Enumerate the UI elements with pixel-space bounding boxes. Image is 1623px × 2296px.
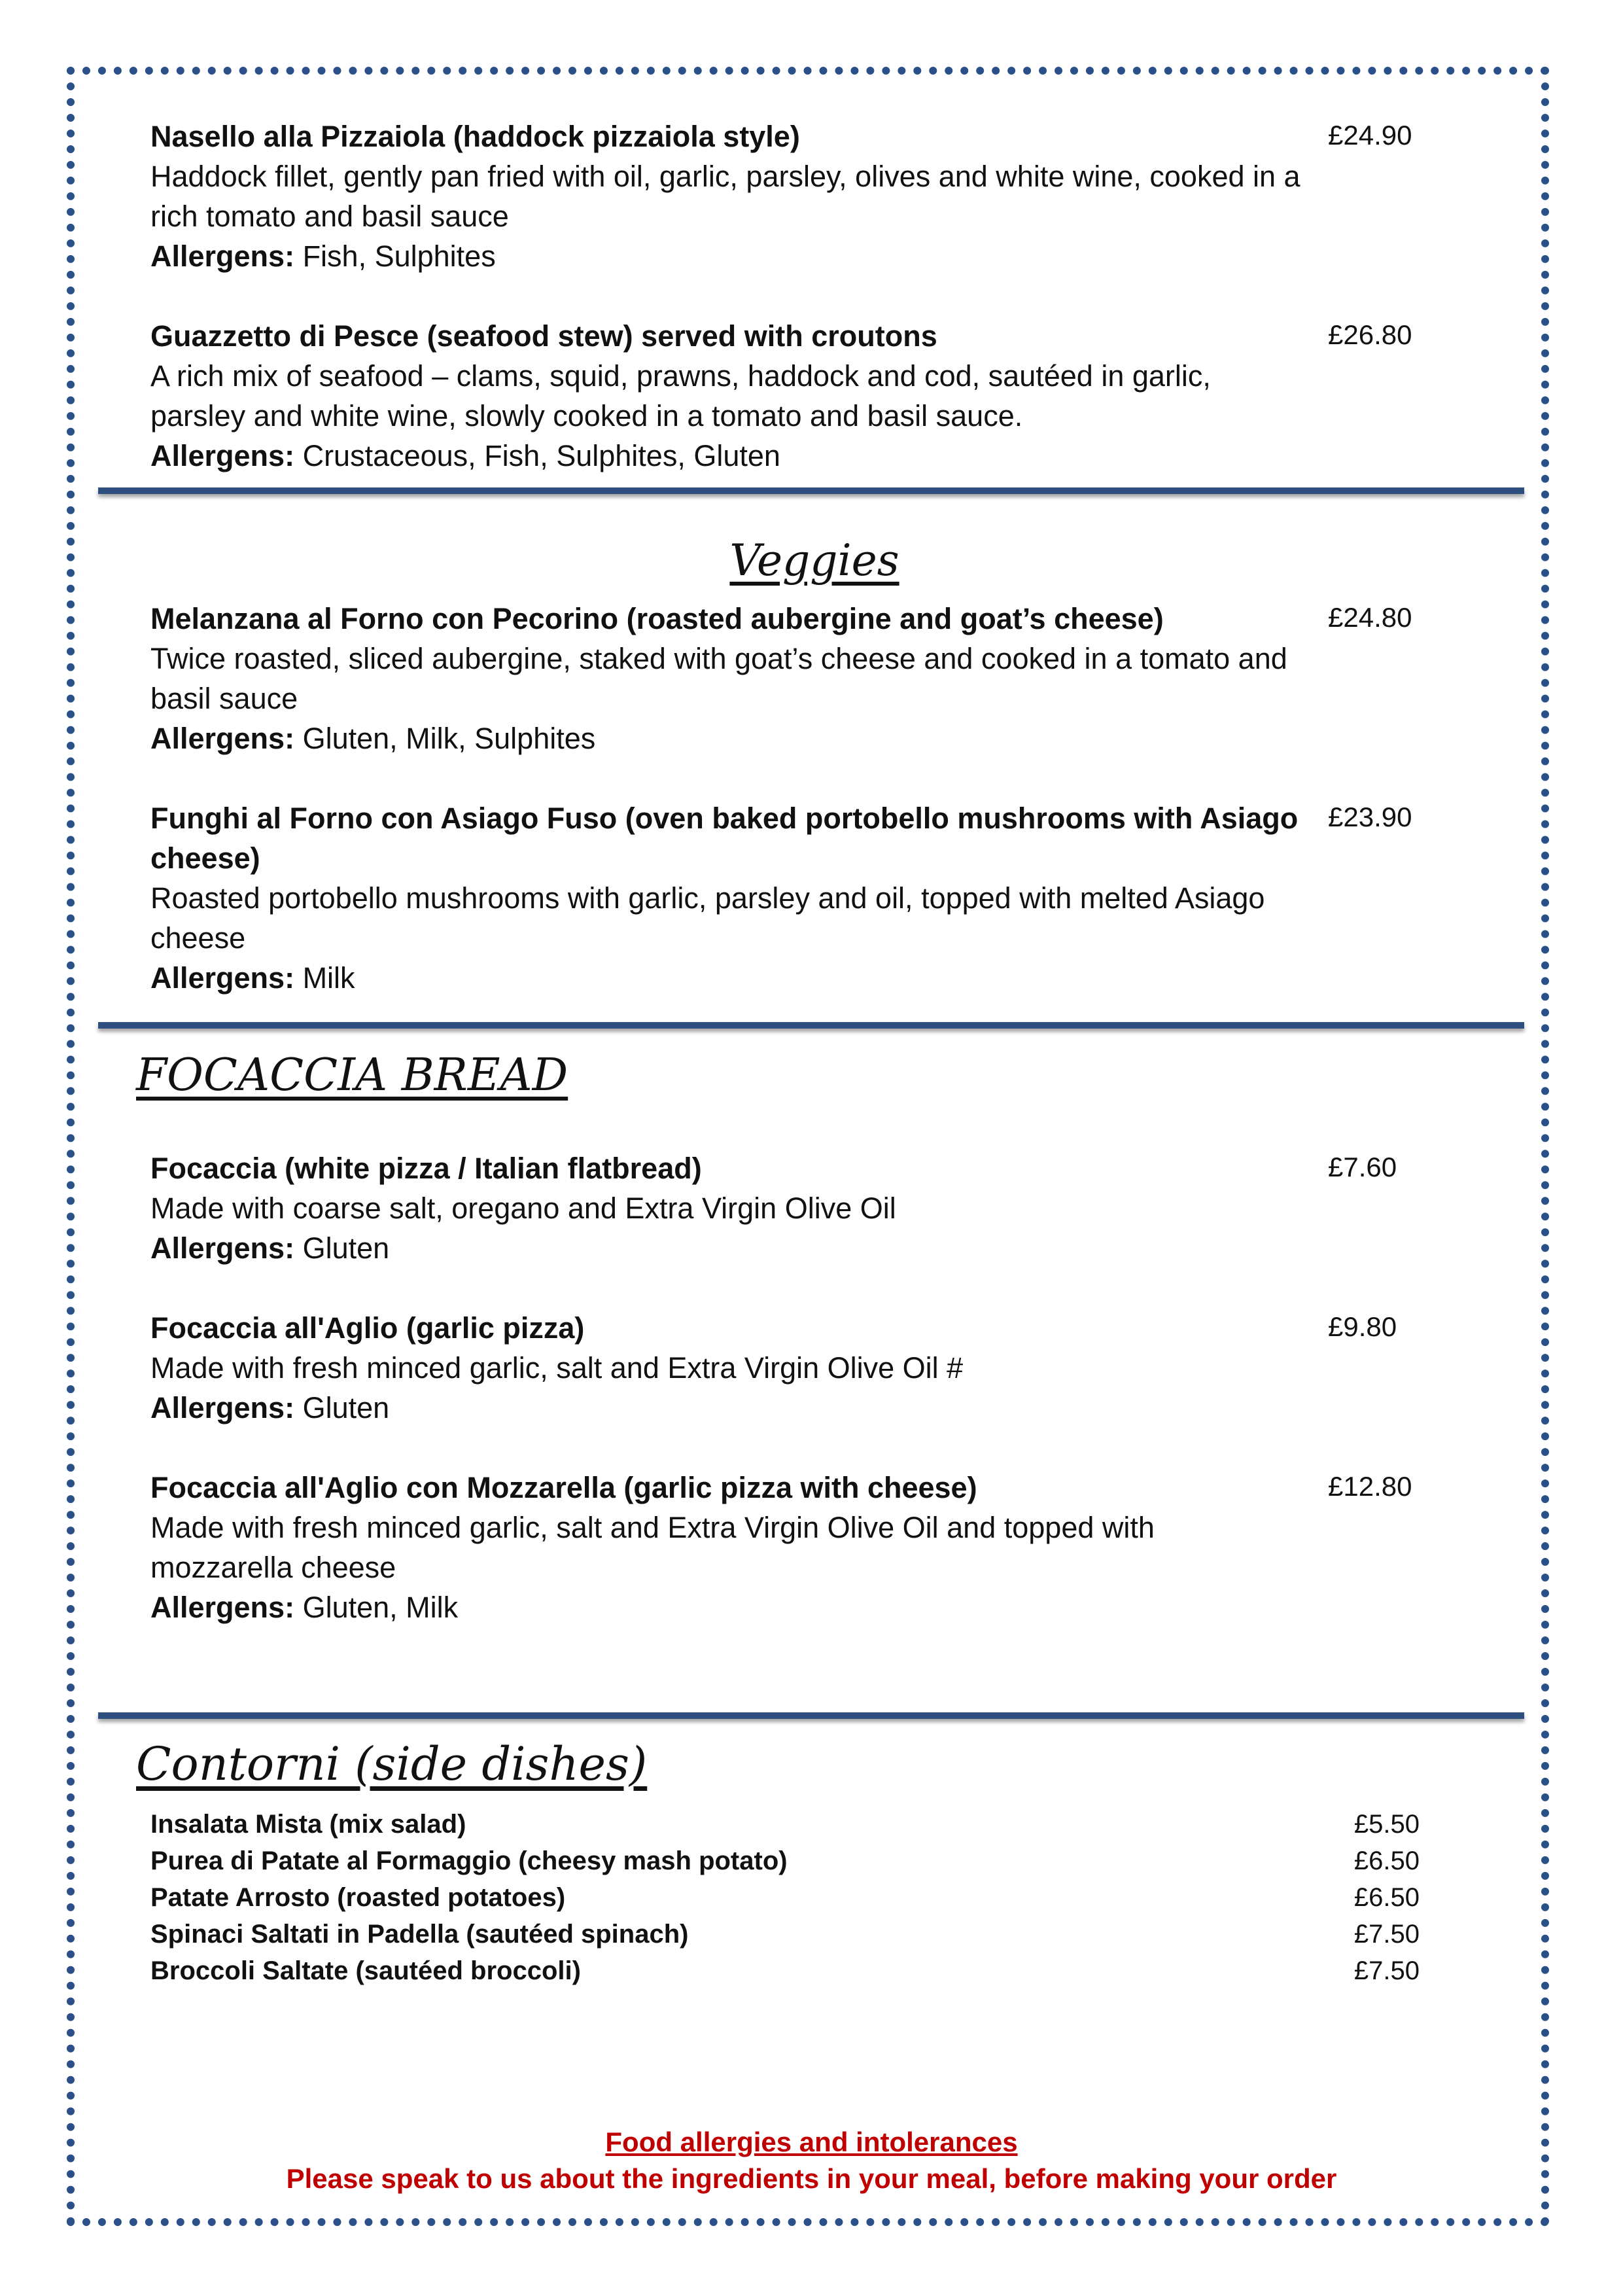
list-item [150,1843,1420,1879]
item-name: Nasello alla Pizzaiola (haddock pizzaiola style) [150,120,800,153]
item-allergens [150,1587,1302,1627]
side-dish-price: £6.50 [1353,1883,1420,1912]
item-description: Haddock fillet, gently pan fried with oil, garlic, parsley, olives and white wine, cooked in a rich tomato and basil sauce [150,160,1300,233]
item-description: Twice roasted, sliced aubergine, staked with goat’s cheese and cooked in a tomato and basil sauce [150,642,1287,715]
side-dish-name: Insalata Mista (mix salad) [150,1810,466,1839]
list-item [150,1879,1420,1916]
allergens-list: Gluten [294,1231,390,1265]
item-price: £9.80 [1328,1311,1397,1342]
item-name: Guazzetto di Pesce (seafood stew) served with croutons [150,319,937,353]
menu-item-nasello [150,116,1302,276]
side-dish-name: Patate Arrosto (roasted potatoes) [150,1883,566,1912]
menu-item-focaccia-mozzarella [150,1468,1302,1627]
item-price: £26.80 [1328,319,1412,350]
item-name: Funghi al Forno con Asiago Fuso (oven baked portobello mushrooms with Asiago cheese) [150,802,1299,875]
item-price: £12.80 [1328,1471,1412,1502]
list-item [150,1916,1420,1952]
section-heading-focaccia: FOCACCIA BREAD [136,1050,568,1101]
side-dish-name: Spinaci Saltati in Padella (sautéed spinach) [150,1920,689,1949]
item-name: Focaccia all'Aglio con Mozzarella (garlic pizza with cheese) [150,1471,977,1504]
section-divider [98,1022,1524,1029]
allergens-label: Allergens: [150,1591,295,1624]
item-name: Focaccia all'Aglio (garlic pizza) [150,1311,585,1345]
item-allergens [150,1388,1302,1428]
side-dish-price: £7.50 [1353,1956,1420,1985]
side-dish-name: Purea di Patate al Formaggio (cheesy mash potato) [150,1846,788,1875]
item-description: Roasted portobello mushrooms with garlic, parsley and oil, topped with melted Asiago cheese [150,881,1265,955]
side-dish-price: £7.50 [1353,1920,1420,1949]
item-name: Melanzana al Forno con Pecorino (roasted aubergine and goat’s cheese) [150,602,1164,635]
allergens-list: Fish, Sulphites [294,239,496,273]
section-heading-veggies: Veggies [729,535,899,586]
side-dishes-list [150,1806,1420,1989]
section-divider [98,1712,1524,1719]
list-item [150,1806,1420,1843]
menu-item-melanzana [150,599,1302,758]
item-price: £24.90 [1328,120,1412,150]
allergens-label: Allergens: [150,722,295,755]
item-allergens [150,1228,1302,1268]
section-divider [98,487,1524,494]
section-heading-contorni: Contorni (side dishes) [136,1737,648,1791]
allergens-label: Allergens: [150,1231,295,1265]
side-dish-price: £6.50 [1353,1846,1420,1875]
menu-item-focaccia [150,1148,1302,1268]
side-dish-name: Broccoli Saltate (sautéed broccoli) [150,1956,581,1985]
item-description: A rich mix of seafood – clams, squid, prawns, haddock and cod, sautéed in garlic, parsley and white wine, slowly cooked in a tomato and basil sauce. [150,359,1211,433]
allergens-list: Gluten, Milk [294,1591,459,1624]
menu-item-guazzetto [150,316,1302,476]
item-name: Focaccia (white pizza / Italian flatbread) [150,1152,702,1185]
item-description: Made with fresh minced garlic, salt and Extra Virgin Olive Oil and topped with mozzarella cheese [150,1511,1155,1584]
item-description: Made with coarse salt, oregano and Extra Virgin Olive Oil [150,1192,896,1225]
allergy-notice-title: Food allergies and intolerances [605,2127,1018,2157]
menu-item-funghi [150,798,1302,998]
list-item [150,1952,1420,1989]
item-price: £23.90 [1328,802,1412,832]
item-price: £7.60 [1328,1152,1397,1182]
allergens-list: Milk [294,961,355,995]
item-allergens [150,718,1302,758]
allergens-label: Allergens: [150,1391,295,1424]
side-dish-price: £5.50 [1353,1810,1420,1839]
item-allergens [150,436,1302,476]
allergens-list: Gluten, Milk, Sulphites [294,722,596,755]
menu-item-focaccia-aglio [150,1308,1302,1428]
allergy-notice-text: Please speak to us about the ingredients in your meal, before making your order [286,2163,1337,2194]
allergens-list: Crustaceous, Fish, Sulphites, Gluten [294,439,780,472]
allergens-list: Gluten [294,1391,390,1424]
item-allergens [150,236,1302,276]
item-price: £24.80 [1328,602,1412,633]
allergens-label: Allergens: [150,239,295,273]
allergens-label: Allergens: [150,439,295,472]
item-allergens [150,958,1302,998]
item-description: Made with fresh minced garlic, salt and Extra Virgin Olive Oil # [150,1351,964,1385]
allergens-label: Allergens: [150,961,295,995]
